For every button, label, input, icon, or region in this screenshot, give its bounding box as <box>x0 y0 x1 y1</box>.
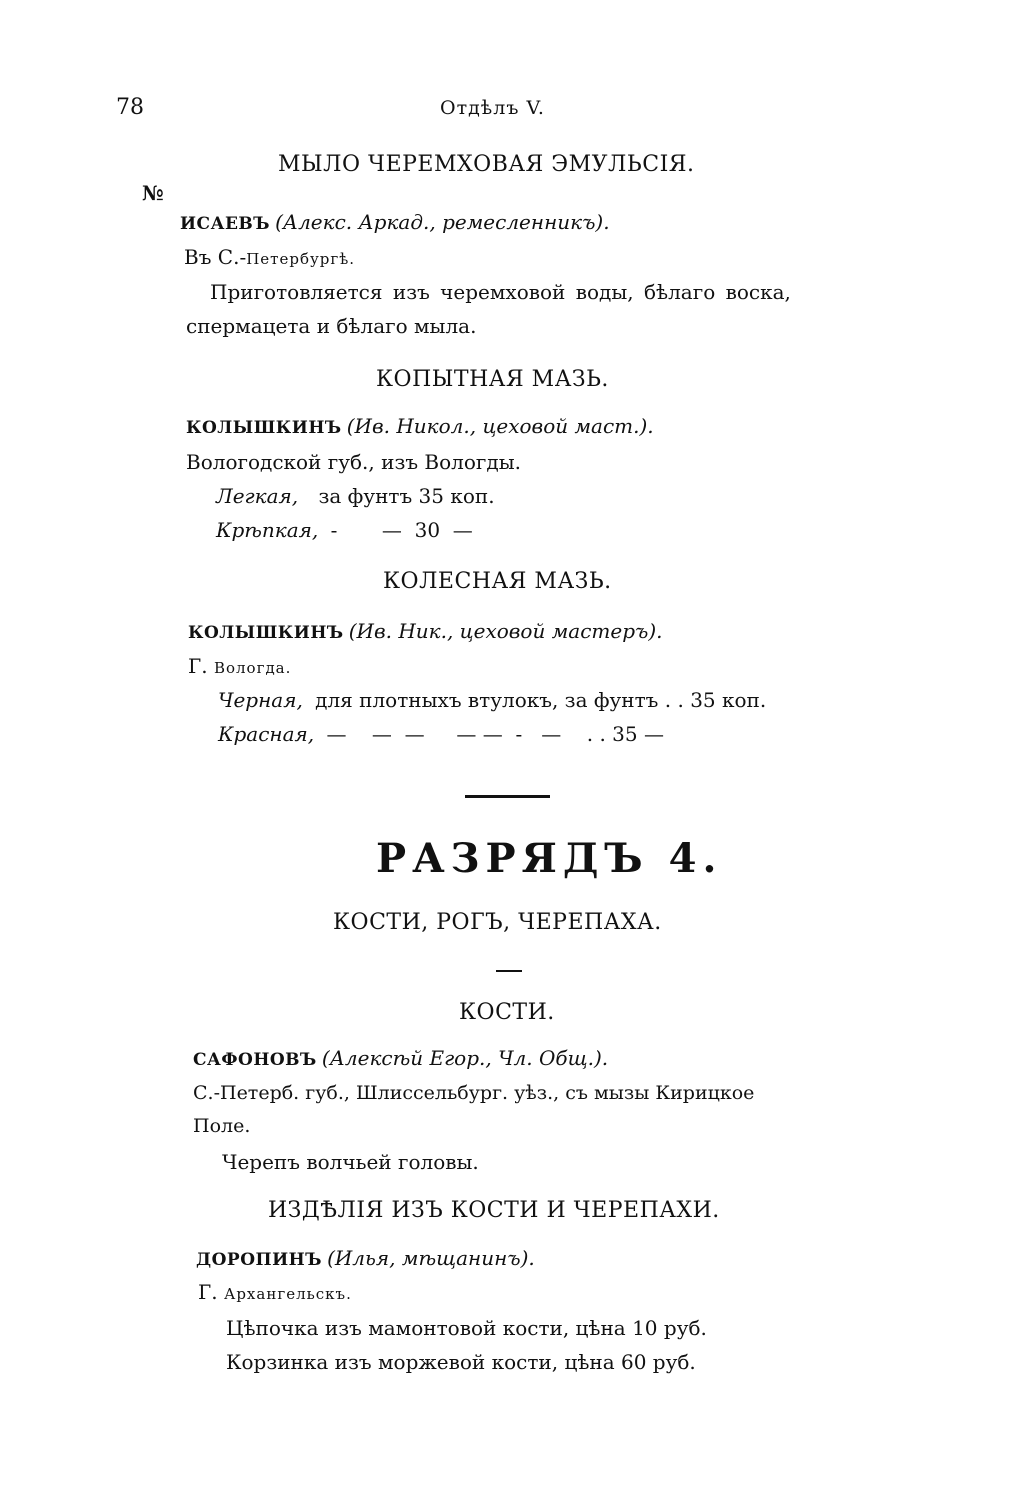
exhibitor-info: (Илья, мѣщанинъ). <box>327 1246 535 1270</box>
category-subtitle: КОСТИ, РОГЪ, ЧЕРЕПАХА. <box>333 910 662 935</box>
price-item <box>216 518 473 542</box>
place-line: Поле. <box>193 1115 251 1137</box>
running-head: Отдѣлъ V. <box>440 97 545 119</box>
place-line <box>198 1280 352 1304</box>
number-sign: № <box>142 181 164 205</box>
item-name: Крѣпкая, <box>216 518 319 542</box>
exhibitor-entry <box>196 1246 535 1270</box>
exhibitor-info: (Ив. Никол., цеховой маст.). <box>346 414 654 438</box>
item-price: для плотныхъ втулокъ, за фунтъ . . 35 коп. <box>315 688 767 712</box>
price-item <box>218 688 766 712</box>
ornamental-rule <box>465 795 550 798</box>
place-name: Вологда. <box>213 659 292 677</box>
place-line <box>184 245 355 269</box>
item-line: Цѣпочка изъ мамонтовой кости, цѣна 10 руб. <box>226 1316 707 1340</box>
place-prefix: Г. <box>198 1280 224 1304</box>
item-price: - — 30 — <box>330 518 473 542</box>
exhibitor-info: (Алекс. Аркад., ремесленникъ). <box>275 210 610 234</box>
exhibitor-entry <box>186 414 654 438</box>
section-heading: ИЗДѢЛІЯ ИЗЪ КОСТИ И ЧЕРЕПАХИ. <box>268 1198 720 1223</box>
item-name: Красная, <box>218 722 315 746</box>
exhibitor-entry <box>193 1046 608 1070</box>
item-name: Легкая, <box>216 484 299 508</box>
page-number: 78 <box>116 95 144 120</box>
exhibitor-name: ДОРОПИНЪ <box>196 1250 322 1270</box>
place-prefix: Г. <box>188 654 214 678</box>
item-line: Корзинка изъ моржевой кости, цѣна 60 руб. <box>226 1350 696 1374</box>
exhibitor-entry <box>188 619 663 643</box>
place-prefix: Въ С.- <box>184 245 247 269</box>
description-line: Приготовляется изъ черемховой воды, бѣлаго воска, <box>210 280 791 304</box>
item-price: — — — — — - — . . 35 — <box>326 722 664 746</box>
place-line: Вологодской губ., изъ Вологды. <box>186 450 521 474</box>
place-line: С.-Петерб. губ., Шлиссельбург. уѣз., съ мызы Кирицкое <box>193 1082 755 1104</box>
item-name: Черная, <box>218 688 303 712</box>
price-item <box>218 722 664 746</box>
price-item <box>216 484 495 508</box>
divider-dash <box>496 970 522 972</box>
section-heading: КОПЫТНАЯ МАЗЬ. <box>376 367 609 392</box>
category-title: РАЗРЯДЪ 4. <box>376 835 723 882</box>
exhibitor-info: (Ив. Ник., цеховой мастеръ). <box>348 619 663 643</box>
exhibitor-info: (Алексѣй Егор., Чл. Общ.). <box>321 1046 609 1070</box>
exhibitor-name: САФОНОВЪ <box>193 1050 317 1070</box>
section-heading: МЫЛО ЧЕРЕМХОВАЯ ЭМУЛЬСІЯ. <box>278 152 695 177</box>
exhibitor-entry <box>180 210 610 234</box>
place-name: Петербургѣ. <box>246 250 356 268</box>
exhibitor-name: КОЛЫШКИНЪ <box>188 623 344 643</box>
section-heading: КОЛЕСНАЯ МАЗЬ. <box>383 569 612 594</box>
place-name: Архангельскъ. <box>223 1285 352 1303</box>
item-line: Черепъ волчьей головы. <box>222 1150 479 1174</box>
description-line: спермацета и бѣлаго мыла. <box>186 314 477 338</box>
item-price: за фунтъ 35 коп. <box>318 484 495 508</box>
exhibitor-name: КОЛЫШКИНЪ <box>186 418 342 438</box>
section-heading: КОСТИ. <box>459 1000 555 1025</box>
exhibitor-name: ИСАЕВЪ <box>180 214 271 234</box>
place-line <box>188 654 291 678</box>
